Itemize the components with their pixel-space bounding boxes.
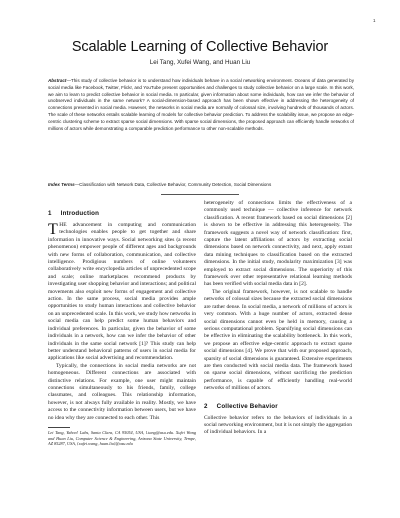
abstract-label: Abstract bbox=[48, 78, 67, 83]
separator-rule bbox=[161, 194, 239, 195]
index-terms-label: Index Terms bbox=[48, 182, 75, 187]
footnote-rule bbox=[48, 427, 70, 428]
abstract bbox=[48, 78, 354, 132]
intro-paragraph-2: Typically, the connections in social media networks are not homogeneous. Different connections are associated with distinctive relations. For example, one user might maintain connections simultaneously to his friends, family, college classmates, and colleagues. This relationship information, however, is not always fully available in reality. Mostly, we have access to the connectivity information between users, but we have no idea why they are connected to each other. This bbox=[48, 362, 196, 421]
left-column bbox=[48, 200, 196, 447]
paper-authors: Lei Tang, Xufei Wang, and Huan Liu bbox=[149, 59, 251, 66]
abstract-text: —This study of collective behavior is to understand how individuals behave in a social networking environment. Oceans of data generated by social media like Facebook, Twitter, Flickr, and YouTube present opportunities and challenges to study collective behavior on a large scale. In this work, we aim to learn to predict collective behavior in social media. In particular, given information about some individuals, how can we infer the behavior of unobserved individuals in the same network? A social-dimension-based approach has been shown effective in addressing the heterogeneity of connections presented in social media. However, the networks in social media are normally of colossal size, involving hundreds of thousands of actors. The scale of these networks entails scalable learning of models for collective behavior prediction. To address the scalability issue, we propose an edge-centric clustering scheme to extract sparse social dimensions. With sparse social dimensions, the proposed approach can efficiently handle networks of millions of actors while demonstrating a comparable prediction performance to other non-scalable methods. bbox=[48, 78, 354, 131]
section-heading-introduction bbox=[48, 210, 196, 217]
section-title: Collective Behavior bbox=[216, 402, 278, 410]
intro-paragraph-4: The original framework, however, is not scalable to handle networks of colossal sizes because the extracted social dimensions are rather dense. In social media, a network of millions of actors is very common. With a huge number of actors, extracted dense social dimensions cannot even be held in memory, causing a serious computational problem. Sparsifying social dimensions can be effective in eliminating the scalability bottleneck. In this work, we propose an effective edge-centric approach to extract sparse social dimensions [4]. We prove that with our proposed approach, sparsity of social dimensions is guaranteed. Extensive experiments are then conducted with social media data. The framework based on sparse social dimensions, without sacrificing the prediction performance, is capable of efficiently handling real-world networks of millions of actors. bbox=[204, 288, 352, 392]
index-terms-text: —Classification with Network Data, Collective Behavior, Community Detection, Social Dimensions bbox=[74, 182, 272, 187]
index-terms bbox=[48, 182, 354, 189]
collective-paragraph-1: Collective behavior refers to the behaviors of individuals in a social networking environment, but it is not simply the aggregation of individual behaviors. In a bbox=[204, 414, 352, 436]
section-title: Introduction bbox=[60, 210, 100, 217]
intro-paragraph-1-text: HE advancement in computing and communication technologies enables people to get together and share information in innovative ways. Social networking sites (a recent phenomenon) empower people of different ages and backgrounds with new forms of collaboration, communication, and collective intelligence. Prodigious numbers of online volunteers collaboratively write encyclopedia articles of unprecedented scope and scale; online marketplaces recommend products by investigating user shopping behavior and interactions; and political movements also exploit new forms of engagement and collective action. In the same process, social media provides ample opportunities to study human interactions and collective behavior on an unprecedented scale. In this work, we study how networks in social media can help predict some human behaviors and individual preferences. In particular, given the behavior of some individuals in a network, how can we infer the behavior of other individuals in the same social network [1]? This study can help better understand behavioral patterns of users in social media for applications like social advertising and recommendation. bbox=[48, 222, 196, 362]
page-number: 1 bbox=[373, 18, 376, 23]
author-footnote: Lei Tang, Yahoo! Labs, Santa Clara, CA 95054, USA, l.tang@asu.edu. Xufei Wang and Huan Liu, Computer Science & Engineering, Arizona State University, Tempe, AZ 85287, USA, {xufei.wang, huan.liu}@asu.edu bbox=[48, 429, 196, 447]
section-number: 2 bbox=[204, 402, 208, 410]
drop-cap: T bbox=[48, 220, 58, 238]
intro-paragraph-3: heterogeneity of connections limits the effectiveness of a commonly used technique — collective inference for network classification. A recent framework based on social dimensions [2] is shown to be effective in addressing this heterogeneity. The framework suggests a novel way of network classification: first, capture the latent affiliations of actors by extracting social dimensions based on network connectivity, and next, apply extant data mining techniques to classification based on the extracted dimensions. In the initial study, modularity maximization [3] was employed to extract social dimensions. The superiority of this framework over other representative relational learning methods has been verified with social media data in [2]. bbox=[204, 200, 352, 288]
paper-title: Scalable Learning of Collective Behavior bbox=[71, 39, 329, 55]
intro-paragraph-1 bbox=[48, 222, 196, 363]
section-heading-collective-behavior bbox=[204, 403, 352, 410]
section-number: 1 bbox=[48, 210, 52, 217]
right-column bbox=[204, 200, 352, 437]
